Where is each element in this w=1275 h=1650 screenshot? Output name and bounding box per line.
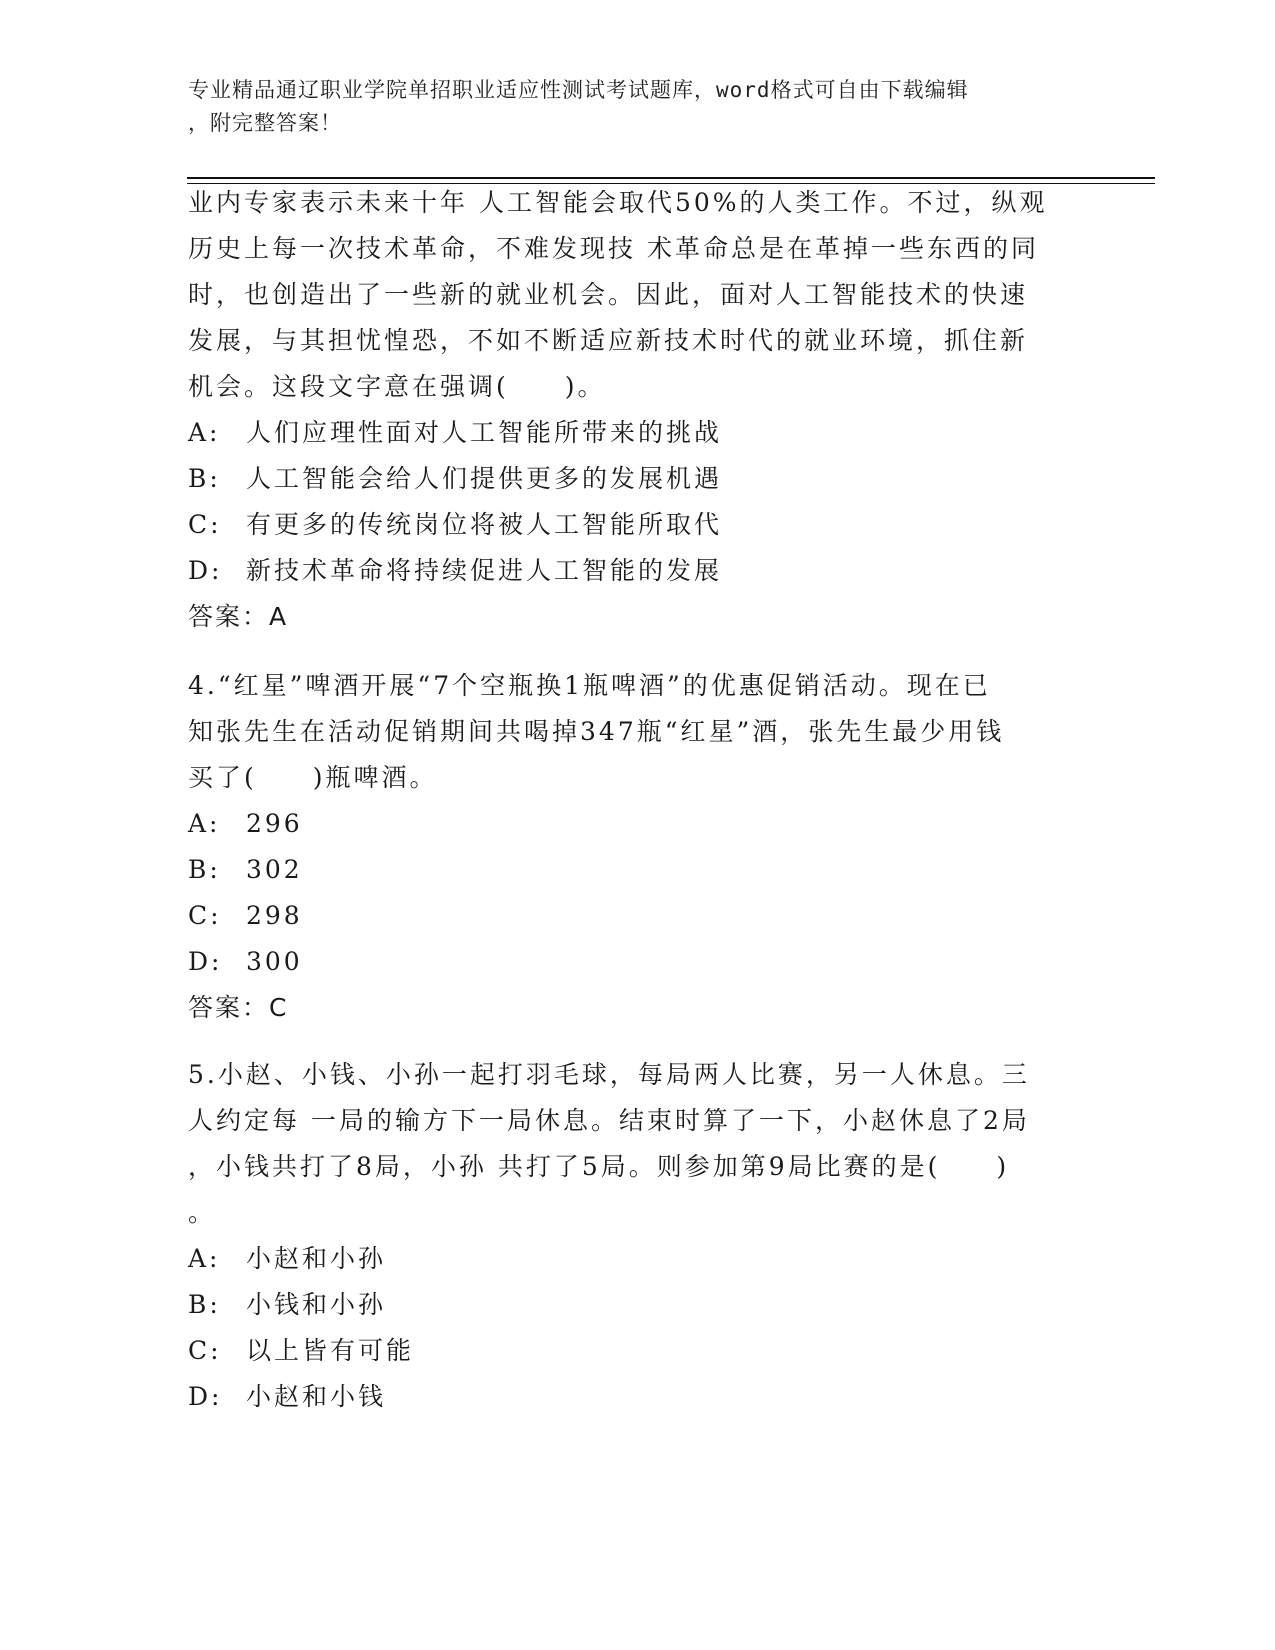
question-5-line-4: 。 xyxy=(188,1198,217,1227)
answer: 答案：A xyxy=(188,602,289,631)
option-key: A: xyxy=(188,809,221,838)
question-4-line-1: 4.“红星”啤酒开展“7个空瓶换1瓶啤酒”的优惠促销活动。现在已 xyxy=(188,671,991,700)
option-key: C: xyxy=(188,901,222,930)
question-3-line-4: 发展，与其担忧惶恐，不如不断适应新技术时代的就业环境，抓住新 xyxy=(188,326,1029,355)
option-key: B: xyxy=(188,464,221,493)
header-line-1: 专业精品通辽职业学院单招职业适应性测试考试题库，word格式可自由下载编辑 xyxy=(188,78,969,102)
option-text: 以上皆有可能 xyxy=(246,1336,415,1365)
option-key: A: xyxy=(188,1244,221,1273)
option-text: 人们应理性面对人工智能所带来的挑战 xyxy=(246,418,723,447)
question-4-line-3: 买了( )瓶啤酒。 xyxy=(188,763,438,792)
option-a xyxy=(188,801,1088,847)
option-text: 302 xyxy=(246,855,303,884)
option-text: 298 xyxy=(246,901,303,930)
option-key: C: xyxy=(188,510,222,539)
answer: 答案：C xyxy=(188,993,289,1022)
header-divider-thick xyxy=(187,177,1155,179)
option-d xyxy=(188,1374,1088,1420)
option-key: D: xyxy=(188,1382,223,1411)
option-d xyxy=(188,548,1088,594)
option-d xyxy=(188,939,1088,985)
header-line-2: ，附完整答案！ xyxy=(188,111,342,135)
option-key: A: xyxy=(188,418,221,447)
question-5-line-3: ，小钱共打了8局，小孙 共打了5局。则参加第9局比赛的是( ) xyxy=(188,1152,1010,1181)
option-text: 小赵和小钱 xyxy=(246,1382,387,1411)
option-key: D: xyxy=(188,947,223,976)
option-text: 296 xyxy=(246,809,303,838)
option-text: 人工智能会给人们提供更多的发展机遇 xyxy=(246,464,723,493)
question-4 xyxy=(188,663,1088,1031)
option-key: C: xyxy=(188,1336,222,1365)
option-key: D: xyxy=(188,556,223,585)
option-text: 300 xyxy=(246,947,303,976)
question-5-line-1: 5.小赵、小钱、小孙一起打羽毛球，每局两人比赛，另一人休息。三 xyxy=(188,1060,1030,1089)
option-c xyxy=(188,893,1088,939)
option-b xyxy=(188,847,1088,893)
question-5 xyxy=(188,1052,1088,1420)
option-text: 小钱和小孙 xyxy=(246,1290,387,1319)
option-c xyxy=(188,1328,1088,1374)
question-4-line-2: 知张先生在活动促销期间共喝掉347瓶“红星”酒，张先生最少用钱 xyxy=(188,717,1005,746)
option-key: B: xyxy=(188,855,221,884)
option-text: 小赵和小孙 xyxy=(246,1244,387,1273)
option-c xyxy=(188,502,1088,548)
option-key: B: xyxy=(188,1290,221,1319)
question-5-line-2: 人约定每 一局的输方下一局休息。结束时算了一下，小赵休息了2局 xyxy=(188,1106,1030,1135)
question-3-line-2: 历史上每一次技术革命，不难发现技 术革命总是在革掉一些东西的同 xyxy=(188,234,1039,263)
option-text: 有更多的传统岗位将被人工智能所取代 xyxy=(246,510,723,539)
option-a xyxy=(188,1236,1088,1282)
option-text: 新技术革命将持续促进人工智能的发展 xyxy=(246,556,723,585)
question-3-line-3: 时，也创造出了一些新的就业机会。因此，面对人工智能技术的快速 xyxy=(188,280,1029,309)
option-b xyxy=(188,456,1088,502)
option-b xyxy=(188,1282,1088,1328)
question-3 xyxy=(188,180,1088,640)
question-3-line-5: 机会。这段文字意在强调( )。 xyxy=(188,372,606,401)
question-3-line-1: 业内专家表示未来十年 人工智能会取代50%的人类工作。不过，纵观 xyxy=(188,188,1048,217)
option-a xyxy=(188,410,1088,456)
page-header xyxy=(188,74,1068,140)
